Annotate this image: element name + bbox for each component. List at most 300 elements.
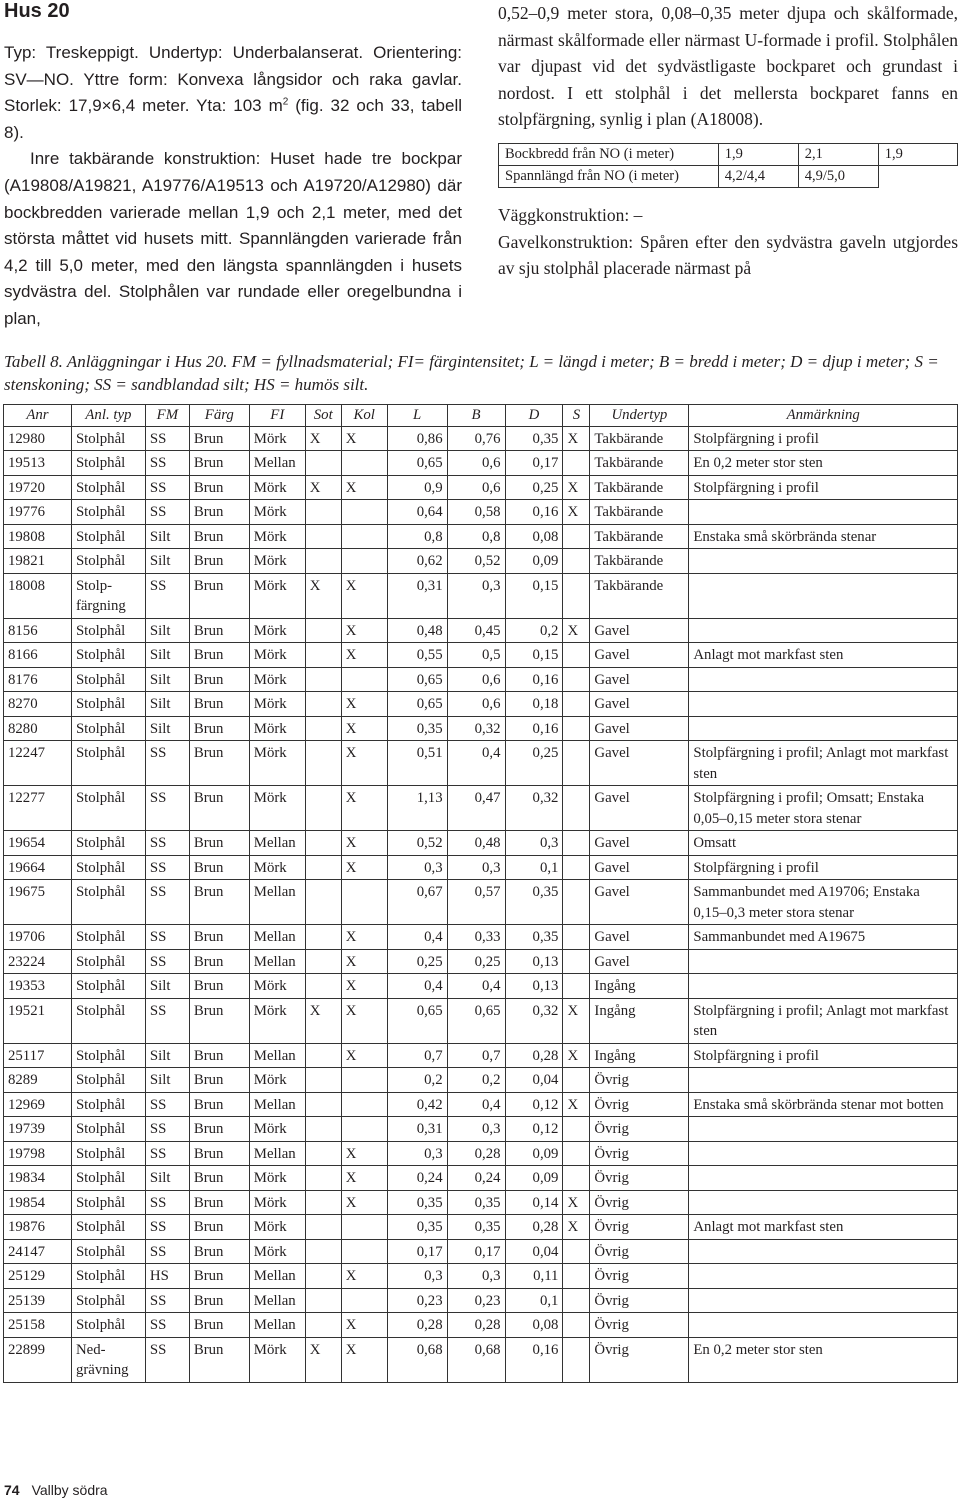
table-cell: Brun: [189, 500, 249, 525]
table-cell: Takbärande: [590, 451, 689, 476]
table-cell: [305, 692, 341, 717]
table-cell: 1,13: [387, 786, 447, 831]
table-cell: 0,65: [387, 667, 447, 692]
table-cell: Mörk: [249, 426, 305, 451]
table-cell: X: [341, 949, 387, 974]
table-cell: Takbärande: [590, 549, 689, 574]
wall-construction: Väggkonstruktion: –: [498, 204, 643, 225]
table-row: [4, 451, 958, 476]
table-cell: Stolphål: [71, 692, 145, 717]
table-cell: Stolphål: [71, 1215, 145, 1240]
table-cell: Silt: [145, 549, 189, 574]
table-cell: 0,67: [387, 880, 447, 925]
table-cell: [305, 786, 341, 831]
table-cell: Brun: [189, 1092, 249, 1117]
table-cell: X: [341, 741, 387, 786]
table-cell: Mörk: [249, 716, 305, 741]
table-cell: Stolphål: [71, 1190, 145, 1215]
table-cell: Mellan: [249, 949, 305, 974]
table-cell: Övrig: [590, 1215, 689, 1240]
table-cell: Silt: [145, 1043, 189, 1068]
table-cell: [563, 1117, 590, 1142]
table-cell: 0,08: [505, 1313, 563, 1338]
table-cell: Brun: [189, 1141, 249, 1166]
table-cell: Anlagt mot markfast sten: [689, 1215, 958, 1240]
table-cell: X: [341, 831, 387, 856]
table-cell: Enstaka små skörbrända stenar: [689, 524, 958, 549]
table-cell: Brun: [189, 524, 249, 549]
table-cell: SS: [145, 949, 189, 974]
table-cell: 0,9: [387, 475, 447, 500]
table-cell: Takbärande: [590, 524, 689, 549]
table-cell: X: [563, 1043, 590, 1068]
table-cell: 0,6: [447, 451, 505, 476]
table-cell: Brun: [189, 831, 249, 856]
table-cell: Brun: [189, 1117, 249, 1142]
table-cell: Stolphål: [71, 1068, 145, 1093]
bock-table-cell: 4,2/4,4: [718, 165, 798, 187]
table-cell: [341, 500, 387, 525]
table-cell: Brun: [189, 855, 249, 880]
table-cell: 0,11: [505, 1264, 563, 1289]
table-cell: [563, 1313, 590, 1338]
table-cell: [563, 786, 590, 831]
table-cell: 0,48: [387, 618, 447, 643]
table-cell: X: [563, 998, 590, 1043]
table-cell: Mellan: [249, 1092, 305, 1117]
table-cell: 0,3: [505, 831, 563, 856]
table-cell: Takbärande: [590, 573, 689, 618]
table-cell: Stolphål: [71, 925, 145, 950]
table-cell: 0,28: [505, 1215, 563, 1240]
table-row: [4, 1141, 958, 1166]
table-cell: 0,65: [447, 998, 505, 1043]
table-cell: 0,3: [447, 1264, 505, 1289]
table-header-row: [4, 405, 958, 427]
table-cell: X: [563, 618, 590, 643]
table-cell: 0,15: [505, 573, 563, 618]
table-cell: X: [341, 573, 387, 618]
table-cell: 25139: [4, 1288, 72, 1313]
table-cell: 0,28: [505, 1043, 563, 1068]
table-cell: Stolphål: [71, 831, 145, 856]
table-cell: 12969: [4, 1092, 72, 1117]
table-cell: X: [563, 1215, 590, 1240]
table-cell: 0,6: [447, 692, 505, 717]
table-cell: Mellan: [249, 451, 305, 476]
house-summary-paragraph: [4, 40, 462, 146]
bock-table-cell: [878, 165, 957, 187]
table-cell: 0,16: [505, 500, 563, 525]
table-cell: [563, 949, 590, 974]
table-cell: [563, 549, 590, 574]
table-cell: [305, 1092, 341, 1117]
column-header: Sot: [305, 405, 341, 427]
table-cell: [563, 1239, 590, 1264]
table-cell: 12980: [4, 426, 72, 451]
table-cell: [563, 855, 590, 880]
table-cell: 0,3: [387, 855, 447, 880]
table-cell: 0,6: [447, 475, 505, 500]
table-cell: SS: [145, 1141, 189, 1166]
table-row: [4, 716, 958, 741]
table-cell: Övrig: [590, 1117, 689, 1142]
table-cell: Mörk: [249, 1215, 305, 1240]
table-cell: Takbärande: [590, 500, 689, 525]
table-cell: Mellan: [249, 1043, 305, 1068]
table-cell: Gavel: [590, 741, 689, 786]
table-cell: [563, 716, 590, 741]
table-cell: 0,8: [447, 524, 505, 549]
table-cell: 0,68: [447, 1337, 505, 1382]
table-cell: 0,17: [505, 451, 563, 476]
table-cell: Mörk: [249, 1239, 305, 1264]
table-cell: [689, 949, 958, 974]
table-cell: SS: [145, 741, 189, 786]
table-cell: SS: [145, 1190, 189, 1215]
column-header: S: [563, 405, 590, 427]
table-cell: 19664: [4, 855, 72, 880]
table-cell: [689, 1264, 958, 1289]
table-cell: Stolphål: [71, 524, 145, 549]
table-cell: Brun: [189, 1239, 249, 1264]
table-cell: Mörk: [249, 643, 305, 668]
table-cell: Mörk: [249, 741, 305, 786]
table-cell: Silt: [145, 716, 189, 741]
table-row: [4, 998, 958, 1043]
table-cell: 0,4: [447, 741, 505, 786]
table-cell: Mörk: [249, 549, 305, 574]
table-row: [4, 1043, 958, 1068]
table-cell: 0,15: [505, 643, 563, 668]
table-cell: 0,3: [447, 573, 505, 618]
bock-table: [498, 143, 958, 188]
table-cell: SS: [145, 426, 189, 451]
table-cell: 0,52: [387, 831, 447, 856]
table-cell: [341, 1288, 387, 1313]
table-cell: Mellan: [249, 880, 305, 925]
table-cell: Mörk: [249, 1190, 305, 1215]
table-caption: Tabell 8. Anläggningar i Hus 20. FM = fyllnadsmaterial; FI= färgintensitet; L = längd i meter; B = bredd i meter; D = djup i meter; S = stenskoning; SS = sandblandad silt; HS = humös silt.: [4, 352, 939, 394]
table-cell: 0,35: [387, 716, 447, 741]
table-cell: 0,65: [387, 692, 447, 717]
left-column: [4, 40, 462, 333]
table-cell: Brun: [189, 1068, 249, 1093]
table-cell: Mörk: [249, 1337, 305, 1382]
table-cell: 0,35: [505, 426, 563, 451]
table-cell: Ingång: [590, 1043, 689, 1068]
table-cell: [305, 1288, 341, 1313]
table-cell: Stolpfärgning i profil: [689, 475, 958, 500]
table-cell: 23224: [4, 949, 72, 974]
table-cell: [563, 1288, 590, 1313]
table-cell: [305, 1166, 341, 1191]
table-cell: [563, 741, 590, 786]
table-cell: [305, 1239, 341, 1264]
table-cell: [305, 1043, 341, 1068]
table-cell: Mörk: [249, 475, 305, 500]
table-cell: Övrig: [590, 1239, 689, 1264]
table-cell: [305, 831, 341, 856]
table-cell: SS: [145, 1117, 189, 1142]
table-cell: 19675: [4, 880, 72, 925]
table-cell: Brun: [189, 998, 249, 1043]
table-cell: X: [341, 716, 387, 741]
table-cell: Brun: [189, 925, 249, 950]
table-cell: 0,2: [505, 618, 563, 643]
table-cell: Övrig: [590, 1337, 689, 1382]
table-cell: 0,45: [447, 618, 505, 643]
column-header: D: [505, 405, 563, 427]
table-row: [4, 974, 958, 999]
table-cell: 19854: [4, 1190, 72, 1215]
table-cell: Stolphål: [71, 1264, 145, 1289]
table-cell: Silt: [145, 618, 189, 643]
table-cell: 0,3: [447, 855, 505, 880]
table-cell: Stolphål: [71, 549, 145, 574]
table-row: [4, 500, 958, 525]
table-cell: X: [341, 1166, 387, 1191]
table-cell: Mellan: [249, 925, 305, 950]
table-cell: 0,86: [387, 426, 447, 451]
table-row: [4, 573, 958, 618]
table-cell: 0,23: [447, 1288, 505, 1313]
table-cell: [689, 549, 958, 574]
column-header: Undertyp: [590, 405, 689, 427]
table-cell: [689, 1068, 958, 1093]
table-cell: 0,42: [387, 1092, 447, 1117]
table-cell: Brun: [189, 618, 249, 643]
table-cell: X: [341, 643, 387, 668]
table-cell: [305, 618, 341, 643]
table-cell: Stolpfärgning i profil: [689, 855, 958, 880]
table-cell: 0,4: [387, 925, 447, 950]
table-cell: Stolphål: [71, 998, 145, 1043]
table-cell: [305, 524, 341, 549]
bock-table-cell: Bockbredd från NO (i meter): [499, 143, 719, 165]
table-cell: [305, 451, 341, 476]
table-cell: X: [305, 573, 341, 618]
table-cell: HS: [145, 1264, 189, 1289]
table-cell: [341, 1068, 387, 1093]
table-cell: Sammanbundet med A19706; Enstaka 0,15–0,3 meter stora stenar: [689, 880, 958, 925]
table-cell: X: [341, 1337, 387, 1382]
table-cell: [341, 880, 387, 925]
table-cell: [563, 1264, 590, 1289]
table-cell: Gavel: [590, 667, 689, 692]
table-cell: 0,35: [447, 1215, 505, 1240]
column-header: Kol: [341, 405, 387, 427]
table-cell: Gavel: [590, 925, 689, 950]
table-cell: 19706: [4, 925, 72, 950]
bock-table-cell: 1,9: [878, 143, 957, 165]
table-cell: En 0,2 meter stor sten: [689, 1337, 958, 1382]
table-row: [4, 880, 958, 925]
table-cell: [305, 667, 341, 692]
table-cell: Mörk: [249, 786, 305, 831]
table-cell: 0,7: [447, 1043, 505, 1068]
house-summary-text: Typ: Treskeppigt. Undertyp: Underbalanserat. Orientering: SV—NO. Yttre form: Konvexa långsidor och raka gavlar. Storlek: 17,9×6,4 meter. Yta: 103 m: [4, 43, 462, 116]
table-cell: 0,47: [447, 786, 505, 831]
table-cell: SS: [145, 998, 189, 1043]
table-cell: Gavel: [590, 692, 689, 717]
table-cell: 8166: [4, 643, 72, 668]
table-row: [4, 1166, 958, 1191]
table-cell: 0,3: [387, 1141, 447, 1166]
column-header: Anl. typ: [71, 405, 145, 427]
table-cell: 0,76: [447, 426, 505, 451]
table-cell: Övrig: [590, 1068, 689, 1093]
table-cell: 0,35: [387, 1190, 447, 1215]
table-cell: Brun: [189, 1264, 249, 1289]
table-cell: SS: [145, 1215, 189, 1240]
table-cell: 0,65: [387, 998, 447, 1043]
table-cell: 0,32: [505, 998, 563, 1043]
table-cell: 0,25: [447, 949, 505, 974]
table-cell: 0,6: [447, 667, 505, 692]
table-cell: 0,58: [447, 500, 505, 525]
table-cell: 0,09: [505, 549, 563, 574]
table-cell: 0,51: [387, 741, 447, 786]
table-cell: 0,35: [387, 1215, 447, 1240]
gable-construction: Gavelkonstruktion: Spåren efter den sydvästra gaveln utgjordes av sju stolphål placerade närmast på: [498, 231, 958, 279]
table-row: [4, 1264, 958, 1289]
table-cell: 8156: [4, 618, 72, 643]
table-cell: Brun: [189, 667, 249, 692]
table-cell: Mellan: [249, 1264, 305, 1289]
table-cell: Stolphål: [71, 855, 145, 880]
table-cell: X: [341, 1141, 387, 1166]
table-cell: Gavel: [590, 618, 689, 643]
table-cell: 25158: [4, 1313, 72, 1338]
table-cell: X: [341, 1264, 387, 1289]
table-cell: SS: [145, 786, 189, 831]
table-cell: X: [341, 786, 387, 831]
table-cell: X: [305, 998, 341, 1043]
bock-table-cell: 4,9/5,0: [798, 165, 878, 187]
table-cell: 0,4: [387, 974, 447, 999]
table-cell: Stolphål: [71, 716, 145, 741]
table-cell: 0,25: [387, 949, 447, 974]
table-cell: [689, 1117, 958, 1142]
table-row: [4, 667, 958, 692]
table-cell: Mörk: [249, 974, 305, 999]
column-header: Anr: [4, 405, 72, 427]
table-cell: [563, 1068, 590, 1093]
table-cell: SS: [145, 475, 189, 500]
table-cell: 25129: [4, 1264, 72, 1289]
page-footer: [4, 1482, 108, 1498]
table-cell: 0,18: [505, 692, 563, 717]
table-cell: 19876: [4, 1215, 72, 1240]
table-cell: Brun: [189, 549, 249, 574]
table-cell: Stolphål: [71, 1092, 145, 1117]
table-cell: Stolphål: [71, 974, 145, 999]
table-cell: 22899: [4, 1337, 72, 1382]
table-cell: 0,32: [505, 786, 563, 831]
table-cell: Silt: [145, 667, 189, 692]
table-cell: [305, 549, 341, 574]
table-cell: Brun: [189, 1313, 249, 1338]
table-cell: X: [305, 426, 341, 451]
table-cell: [689, 1190, 958, 1215]
table-cell: 0,12: [505, 1117, 563, 1142]
table-cell: Omsatt: [689, 831, 958, 856]
table-cell: [305, 716, 341, 741]
table-cell: [689, 1288, 958, 1313]
table-cell: [341, 1239, 387, 1264]
table-cell: Övrig: [590, 1141, 689, 1166]
table-cell: [341, 1117, 387, 1142]
table-cell: SS: [145, 925, 189, 950]
table-cell: Mörk: [249, 500, 305, 525]
table-cell: 18008: [4, 573, 72, 618]
table-cell: Mörk: [249, 667, 305, 692]
table-cell: Ingång: [590, 998, 689, 1043]
table-cell: [689, 692, 958, 717]
table-cell: X: [563, 475, 590, 500]
table-cell: [689, 1313, 958, 1338]
table-cell: Brun: [189, 716, 249, 741]
table-cell: [305, 949, 341, 974]
table-cell: [305, 1313, 341, 1338]
table-cell: Mellan: [249, 1141, 305, 1166]
column-header: Anmärkning: [689, 405, 958, 427]
table-cell: Övrig: [590, 1166, 689, 1191]
table-cell: X: [341, 426, 387, 451]
table-cell: Stolphål: [71, 1141, 145, 1166]
table-cell: SS: [145, 880, 189, 925]
table-cell: Gavel: [590, 643, 689, 668]
table-cell: Övrig: [590, 1313, 689, 1338]
table-cell: [563, 1141, 590, 1166]
table-cell: 0,14: [505, 1190, 563, 1215]
table-cell: Brun: [189, 1337, 249, 1382]
table-cell: 0,35: [447, 1190, 505, 1215]
table-cell: Stolp-färgning: [71, 573, 145, 618]
table-cell: Stolpfärgning i profil; Anlagt mot markfast sten: [689, 998, 958, 1043]
table-cell: [305, 643, 341, 668]
table-cell: Ned-grävning: [71, 1337, 145, 1382]
table-row: [4, 692, 958, 717]
table-cell: Brun: [189, 1043, 249, 1068]
table-cell: Sammanbundet med A19675: [689, 925, 958, 950]
table-cell: Stolpfärgning i profil: [689, 1043, 958, 1068]
table-row: [4, 831, 958, 856]
right-column: [498, 0, 958, 282]
table-row: [4, 1215, 958, 1240]
table-cell: Stolphål: [71, 475, 145, 500]
table-cell: Brun: [189, 1215, 249, 1240]
table-cell: [689, 1141, 958, 1166]
table-cell: Stolphål: [71, 1043, 145, 1068]
table-cell: 0,2: [387, 1068, 447, 1093]
table-cell: Gavel: [590, 949, 689, 974]
table-cell: 0,24: [387, 1166, 447, 1191]
table-cell: Stolphål: [71, 667, 145, 692]
table-cell: Brun: [189, 643, 249, 668]
table-cell: Stolphål: [71, 786, 145, 831]
table-cell: X: [341, 618, 387, 643]
table-cell: Övrig: [590, 1190, 689, 1215]
table-cell: 0,3: [447, 1117, 505, 1142]
table-cell: [563, 692, 590, 717]
table-cell: SS: [145, 1239, 189, 1264]
table-row: [4, 475, 958, 500]
table-cell: 0,33: [447, 925, 505, 950]
table-cell: Brun: [189, 1190, 249, 1215]
table-cell: 0,17: [447, 1239, 505, 1264]
